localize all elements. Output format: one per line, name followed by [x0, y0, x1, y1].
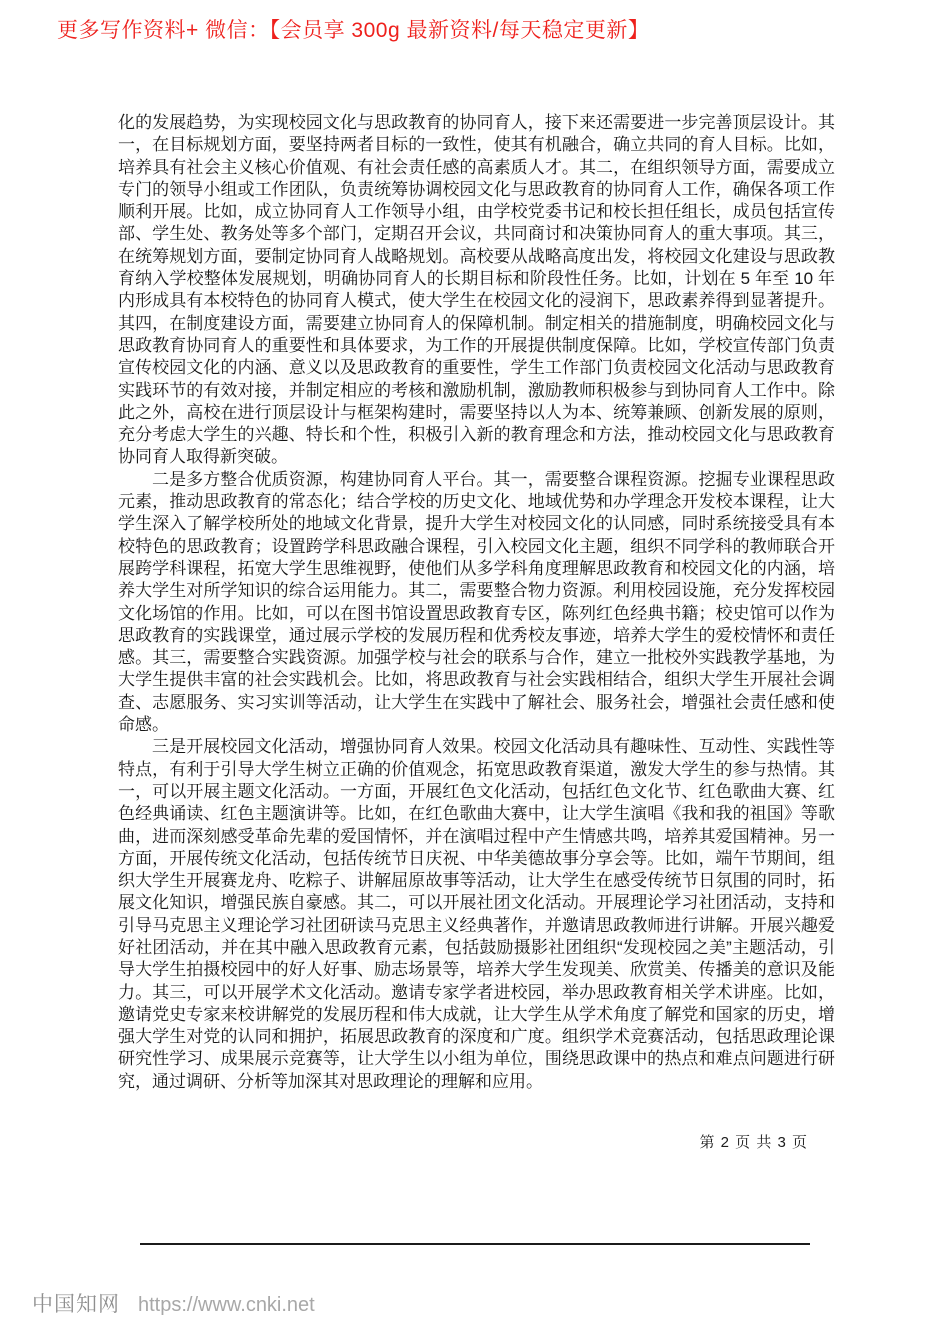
promo-banner: [57, 14, 649, 44]
document-body: [118, 112, 835, 1093]
paragraph-integrate-resources: 二是多方整合优质资源，构建协同育人平台。其一，需要整合课程资源。挖掘专业课程思政元素，推动思政教育的常态化；结合学校的历史文化、地域优势和办学理念开发校本课程，让大学生深入了解学校所处的地域文化背景，提升大学生对校园文化的认同感，同时系统接受具有本校特色的思政教育；设置跨学科思政融合课程，引入校园文化主题，组织不同学科的教师联合开展跨学科课程，拓宽大学生思维视野，使他们从多学科角度理解思政教育和校园文化的内涵，培养大学生对所学知识的综合运用能力。其二，需要整合物力资源。利用校园设施，充分发挥校园文化场馆的作用。比如，可以在图书馆设置思政教育专区，陈列红色经典书籍；校史馆可以作为思政教育的实践课堂，通过展示学校的发展历程和优秀校友事迹，培养大学生的爱校情怀和责任感。其三，需要整合实践资源。加强学校与社会的联系与合作，建立一批校外实践教学基地，为大学生提供丰富的社会实践机会。比如，将思政教育与社会实践相结合，组织大学生开展社会调查、志愿服务、实习实训等活动，让大学生在实践中了解社会、服务社会，增强社会责任感和使命感。: [118, 469, 835, 735]
cnki-watermark: [32, 1288, 315, 1318]
cnki-brand-text: 中国知网: [32, 1293, 120, 1316]
footer-divider: [140, 1243, 810, 1245]
promo-text: 更多写作资料+ 微信：【会员享 300g 最新资料/每天稳定更新】: [57, 19, 650, 42]
cnki-url-link[interactable]: https://www.cnki.net: [138, 1294, 315, 1316]
paragraph-top-design: 化的发展趋势，为实现校园文化与思政教育的协同育人，接下来还需要进一步完善顶层设计。其一，在目标规划方面，要坚持两者目标的一致性，使其有机融合，确立共同的育人目标。比如，培养具有社会主义核心价值观、有社会责任感的高素质人才。其二，在组织领导方面，需要成立专门的领导小组或工作团队，负责统筹协调校园文化与思政教育的协同育人工作，确保各项工作顺利开展。比如，成立协同育人工作领导小组，由学校党委书记和校长担任组长，成员包括宣传部、学生处、教务处等多个部门，定期召开会议，共同商讨和决策协同育人的重大事项。其三，在统筹规划方面，要制定协同育人战略规划。高校要从战略高度出发，将校园文化建设与思政教育纳入学校整体发展规划，明确协同育人的长期目标和阶段性任务。比如，计划在 5 年至 10 年内形成具有本校特色的协同育人模式，使大学生在校园文化的浸润下，思政素养得到显著提升。其四，在制度建设方面，需要建立协同育人的保障机制。制定相关的措施制度，明确校园文化与思政教育协同育人的重要性和具体要求，为工作的开展提供制度保障。比如，学校宣传部门负责宣传校园文化的内涵、意义以及思政教育的重要性，学生工作部门负责校园文化活动与思政教育实践环节的有效对接，并制定相应的考核和激励机制，激励教师积极参与到协同育人工作中。除此之外，高校在进行顶层设计与框架构建时，需要坚持以人为本、统筹兼顾、创新发展的原则，充分考虑大学生的兴趣、特长和个性，积极引入新的教育理念和方法，推动校园文化与思政教育协同育人取得新突破。: [118, 113, 835, 467]
page-number: 第 2 页 共 3 页: [699, 1134, 808, 1151]
paragraph-campus-activities: 三是开展校园文化活动，增强协同育人效果。校园文化活动具有趣味性、互动性、实践性等特点，有利于引导大学生树立正确的价值观念，拓宽思政教育渠道，激发大学生的参与热情。其一，可以开展主题文化活动。一方面，开展红色文化活动，包括红色文化节、红色歌曲大赛、红色经典诵读、红色主题演讲等。比如，在红色歌曲大赛中，让大学生演唱《我和我的祖国》等歌曲，进而深刻感受革命先辈的爱国情怀，并在演唱过程中产生情感共鸣，培养其爱国精神。另一方面，开展传统文化活动，包括传统节日庆祝、中华美德故事分享会等。比如，端午节期间，组织大学生开展赛龙舟、吃粽子、讲解屈原故事等活动，让大学生在感受传统节日氛围的同时，拓展文化知识，增强民族自豪感。其二，可以开展社团文化活动。开展理论学习社团活动，支持和引导马克思主义理论学习社团研读马克思主义经典著作，并邀请思政教师进行讲解。开展兴趣爱好社团活动，并在其中融入思政教育元素，包括鼓励摄影社团组织“发现校园之美”主题活动，引导大学生拍摄校园中的好人好事、励志场景等，培养大学生发现美、欣赏美、传播美的意识及能力。其三，可以开展学术文化活动。邀请专家学者进校园，举办思政教育相关学术讲座。比如，邀请党史专家来校讲解党的发展历程和伟大成就，让大学生从学术角度了解党和国家的历史，增强大学生对党的认同和拥护，拓展思政教育的深度和广度。组织学术竞赛活动，包括思政理论课研究性学习、成果展示竞赛等，让大学生以小组为单位，围绕思政课中的热点和难点问题进行研究，通过调研、分析等加深其对思政理论的理解和应用。: [118, 737, 835, 1091]
